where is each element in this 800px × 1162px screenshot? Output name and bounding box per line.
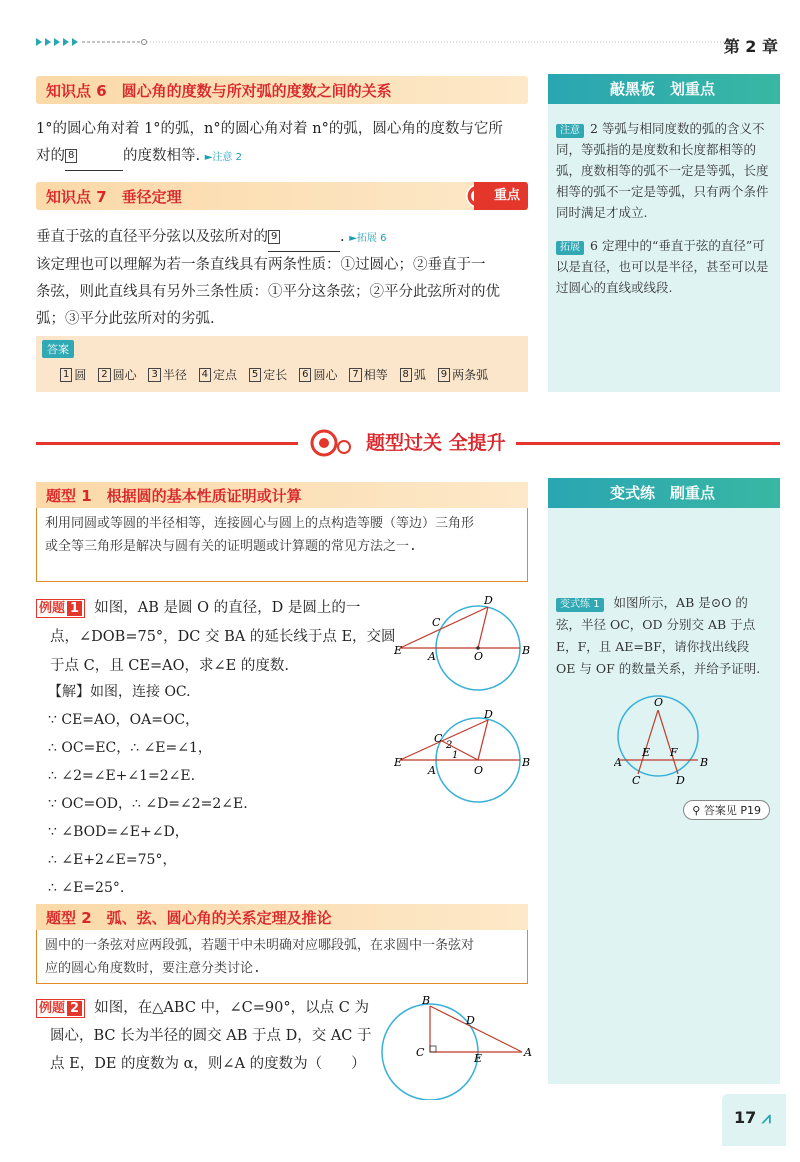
svg-text:B: B bbox=[522, 756, 531, 769]
svg-text:D: D bbox=[484, 594, 493, 607]
svg-text:E: E bbox=[474, 1052, 483, 1065]
side1-note: 注意 2 等弧与相同度数的弧的含义不同，等弧指的是度数和长度都相等的弧，度数相等的弧不一定是等弧，长度相等的弧不一定是等弧，只有两个条件同时满足才成立. bbox=[556, 121, 769, 220]
answer-item: 6 圆心 bbox=[299, 368, 337, 382]
side1-ext: 拓展 6 定理中的“垂直于弦的直径”可以是直径，也可以是半径，甚至可以是过圆心的直线或线段. bbox=[556, 238, 769, 295]
ext-tag: 拓展 bbox=[556, 241, 584, 255]
svg-text:A: A bbox=[524, 1046, 532, 1059]
swirl-icon bbox=[308, 427, 356, 459]
qt2-title-bar bbox=[36, 904, 528, 930]
svg-text:A: A bbox=[428, 650, 436, 663]
answer-item: 8 弧 bbox=[400, 368, 426, 382]
svg-text:D: D bbox=[676, 774, 685, 784]
svg-text:E: E bbox=[394, 756, 403, 769]
svg-text:1: 1 bbox=[452, 750, 459, 761]
svg-text:F: F bbox=[670, 746, 678, 759]
kp7-line2: 该定理也可以理解为若一条直线具有两条性质：①过圆心；②垂直于一 bbox=[36, 257, 486, 273]
kp7-badge: 重点 bbox=[474, 182, 528, 210]
note-tag: 注意 bbox=[556, 124, 584, 138]
answer-item: 4 定点 bbox=[199, 368, 237, 382]
qt1-title-bar bbox=[36, 482, 528, 508]
kp7-body bbox=[36, 224, 526, 333]
answer-ref-link[interactable]: ⚲ 答案见 P19 bbox=[683, 800, 770, 820]
pin-icon: ⚲ bbox=[692, 804, 701, 817]
svg-text:E: E bbox=[642, 746, 651, 759]
kp7-title-bar bbox=[36, 182, 528, 210]
kp6-body bbox=[36, 116, 526, 171]
kp7-line1: 垂直于弦的直径平分弦以及弦所对的 9 . ►拓展 6 bbox=[36, 224, 526, 252]
svg-text:B: B bbox=[422, 994, 431, 1007]
kp7-line4: 弧；③平分此弦所对的劣弧. bbox=[36, 311, 215, 327]
kp6-title: 知识点 6 圆心角的度数与所对弧的度数之间的关系 bbox=[46, 82, 392, 100]
ex2-text: 例题 2 如图，在△ABC 中，∠C=90°，以点 C 为 圆心，BC 长为半径的圆交 AB 于点 D，交 AC 于 点 E，DE 的度数为 α，则∠A 的度数为（ ） bbox=[36, 994, 396, 1078]
answer-box bbox=[36, 336, 528, 392]
side-panel-practice bbox=[548, 478, 780, 1084]
answer-label: 答案 bbox=[42, 340, 74, 358]
ex2-tag: 例题 2 bbox=[36, 999, 85, 1018]
practice-tag: 变式练 1 bbox=[556, 598, 604, 612]
page-number: 17 ⩘ bbox=[722, 1094, 786, 1146]
side1-title: 敲黑板 划重点 bbox=[548, 74, 780, 104]
answer-row bbox=[60, 366, 496, 383]
svg-text:B: B bbox=[700, 756, 709, 769]
svg-text:O: O bbox=[654, 696, 664, 709]
side2-title: 变式练 刷重点 bbox=[548, 478, 780, 508]
ex1-text: 例题 1 如图，AB 是圆 O 的直径，D 是圆上的一 点，∠DOB=75°，DC 交 BA 的延长线于点 E，交圆 于点 C，且 CE=AO，求∠E 的度数. bbox=[36, 594, 396, 681]
ex1-solution-figure bbox=[394, 708, 534, 808]
svg-text:C: C bbox=[434, 732, 443, 745]
kp6-blank: 8 bbox=[65, 143, 123, 171]
section-title-text: 题型过关 全提升 bbox=[366, 432, 506, 454]
qt1-tip: 利用同圆或等圆的半径相等，连接圆心与圆上的点构造等腰（等边）三角形或全等三角形是解决与圆有关的证明题或计算题的常见方法之一. bbox=[36, 508, 528, 582]
svg-text:B: B bbox=[522, 644, 531, 657]
side-panel-key-points bbox=[548, 74, 780, 392]
kp7-line3: 条弦，则此直线具有另外三条性质：①平分这条弦；②平分此弦所对的优 bbox=[36, 284, 500, 300]
svg-text:D: D bbox=[466, 1014, 475, 1027]
svg-text:D: D bbox=[484, 708, 493, 721]
svg-text:C: C bbox=[432, 616, 441, 629]
kp6-title-bar bbox=[36, 76, 528, 104]
section-title bbox=[36, 428, 780, 458]
header-decoration bbox=[36, 36, 736, 48]
kp7-ref[interactable]: ►拓展 6 bbox=[349, 233, 387, 244]
side2-figure bbox=[614, 684, 724, 784]
kp6-ref[interactable]: ►注意 2 bbox=[204, 152, 242, 163]
ex1-tag: 例题 1 bbox=[36, 599, 85, 618]
side2-question: 变式练 1 如图所示，AB 是⊙O 的弦，半径 OC，OD 分别交 AB 于点 E，F，且 AE=BF，请你找出线段 OE 与 OF 的数量关系，并给予证明. bbox=[556, 595, 761, 676]
svg-text:E: E bbox=[394, 644, 403, 657]
svg-text:O: O bbox=[474, 764, 484, 777]
chapter-label: 第 2 章 bbox=[723, 37, 778, 56]
svg-text:A: A bbox=[614, 756, 622, 769]
svg-text:O: O bbox=[474, 650, 484, 663]
ex1-figure bbox=[394, 592, 534, 702]
answer-item: 2 圆心 bbox=[98, 368, 136, 382]
ex2-figure bbox=[380, 994, 536, 1100]
answer-item: 1 圆 bbox=[60, 368, 86, 382]
svg-text:C: C bbox=[416, 1046, 425, 1059]
svg-text:C: C bbox=[632, 774, 641, 784]
logo-icon: ⩘ bbox=[761, 1108, 771, 1127]
qt2-tip: 圆中的一条弦对应两段弧，若题干中未明确对应哪段弧，在求圆中一条弦对应的圆心角度数时，要注意分类讨论. bbox=[36, 930, 528, 984]
kp7-title: 知识点 7 垂径定理 bbox=[46, 188, 182, 206]
qt2-title: 题型 2 弧、弦、圆心角的关系定理及推论 bbox=[46, 909, 332, 927]
answer-item: 5 定长 bbox=[249, 368, 287, 382]
answer-item: 3 半径 bbox=[148, 368, 186, 382]
qt1-title: 题型 1 根据圆的基本性质证明或计算 bbox=[46, 487, 302, 505]
svg-text:A: A bbox=[428, 764, 436, 777]
svg-text:2: 2 bbox=[446, 740, 453, 751]
answer-item: 7 相等 bbox=[349, 368, 387, 382]
kp6-line1: 1°的圆心角对着 1°的弧，n°的圆心角对着 n°的弧，圆心角的度数与它所 bbox=[36, 121, 503, 137]
ex1-solution: 【解】如图，连接 OC. ∵ CE=AO，OA=OC， ∴ OC=EC，∴ ∠E=∠1， ∴ ∠2=∠E+∠1=2∠E. ∵ OC=OD，∴ ∠D=∠2=2∠E. ∵ ∠BOD=∠E+∠D， ∴ ∠E+2∠E=75°， ∴ ∠E=25°. bbox=[48, 684, 248, 896]
kp6-line2: 对的 8 的度数相等. ►注意 2 bbox=[36, 143, 526, 171]
kp7-blank: 9 bbox=[268, 224, 340, 252]
answer-item: 9 两条弧 bbox=[438, 368, 488, 382]
